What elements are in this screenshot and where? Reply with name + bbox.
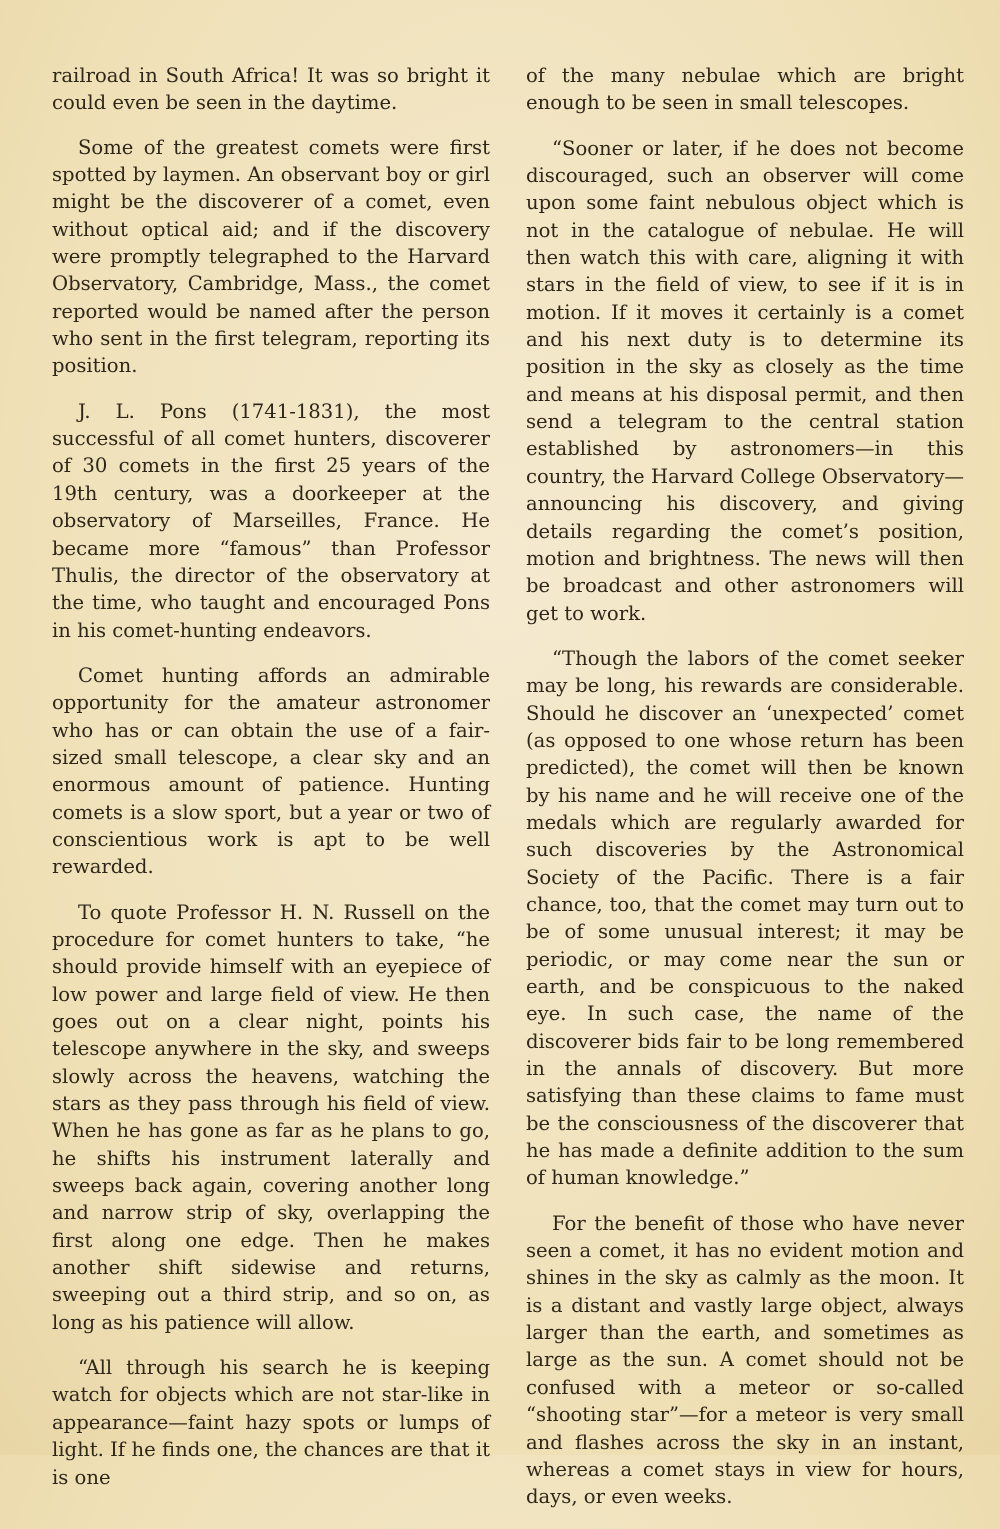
paragraph-left-1: railroad in South Africa! It was so bright it could even be seen in the daytime. (52, 64, 490, 115)
paragraph-right-4: For the benefit of those who have never seen a comet, it has no evident motion and shines in the sky as calmly as the moon. It is a distant and vastly large object, always larger than the earth, and sometimes as large as the sun. A comet should not be confused with a meteor or so-called “shooting star”—for a meteor is very small and flashes across the sky in an instant, whereas a comet stays in view for hours, days, or even weeks. (526, 1211, 964, 1509)
paragraph-right-1: of the many nebulae which are bright enough to be seen in small telescopes. (526, 64, 964, 115)
paragraph-left-4: Comet hunting affords an admirable opportunity for the amateur astronomer who has or can obtain the use of a fair-sized small telescope, a clear sky and an enormous amount of patience. Hunting comets is a slow sport, but a year or two of conscientious work is apt to be well rewarded. (52, 663, 490, 879)
paragraph-left-3: J. L. Pons (1741-1831), the most successful of all comet hunters, discoverer of 30 comets in the first 25 years of the 19th century, was a doorkeeper at the observatory of Marseilles, France. He became more “famous” than Professor Thulis, the director of the observatory at the time, who taught and encouraged Pons in his comet-hunting endeavors. (52, 399, 490, 642)
paragraph-right-2: “Sooner or later, if he does not become discouraged, such an observer will come upon some faint nebulous object which is not in the catalogue of nebulae. He will then watch this with care, aligning it with stars in the field of view, to see if it is in motion. If it moves it certainly is a comet and his next duty is to determine its position in the sky as closely as the time and means at his disposal permit, and then send a telegram to the central station established by astronomers—in this country, the Harvard College Observatory—announcing his discovery, and giving details regarding the comet’s position, motion and brightness. The news will then be broadcast and other astronomers will get to work. (526, 136, 964, 625)
paragraph-left-6: “All through his search he is keeping watch for objects which are not star-like in appearance—faint hazy spots or lumps of light. If he finds one, the chances are that it is one (52, 1356, 490, 1489)
paragraph-left-5: To quote Professor H. N. Russell on the procedure for comet hunters to take, “he should provide himself with an eyepiece of low power and large field of view. He then goes out on a clear night, points his telescope anywhere in the sky, and sweeps slowly across the heavens, watching the stars as they pass through his field of view. When he has gone as far as he plans to go, he shifts his instrument laterally and sweeps back again, covering another long and narrow strip of sky, overlapping the first along one edge. Then he makes another shift sidewise and returns, sweeping out a third strip, and so on, as long as his patience will allow. (52, 900, 490, 1334)
left-column (52, 62, 490, 1509)
paragraph-right-3: “Though the labors of the comet seeker may be long, his rewards are considerable. Should he discover an ‘unexpected’ comet (as opposed to one whose return has been predicted), the comet will then be known by his name and he will receive one of the medals which are regularly awarded for such discoveries by the Astronomical Society of the Pacific. There is a fair chance, too, that the comet may turn out to be of some unusual interest; it may be periodic, or may come near the sun or earth, and be conspicuous to the naked eye. In such case, the name of the discoverer bids fair to be long remembered in the annals of discovery. But more satisfying than these claims to fame must be the consciousness of the discoverer that he has made a definite addition to the sum of human knowledge.” (526, 646, 964, 1190)
right-column (526, 62, 964, 1529)
paragraph-left-2: Some of the greatest comets were first spotted by laymen. An observant boy or girl might be the discoverer of a comet, even without optical aid; and if the discovery were promptly telegraphed to the Harvard Observatory, Cambridge, Mass., the comet reported would be named after the person who sent in the first telegram, reporting its position. (52, 135, 490, 378)
